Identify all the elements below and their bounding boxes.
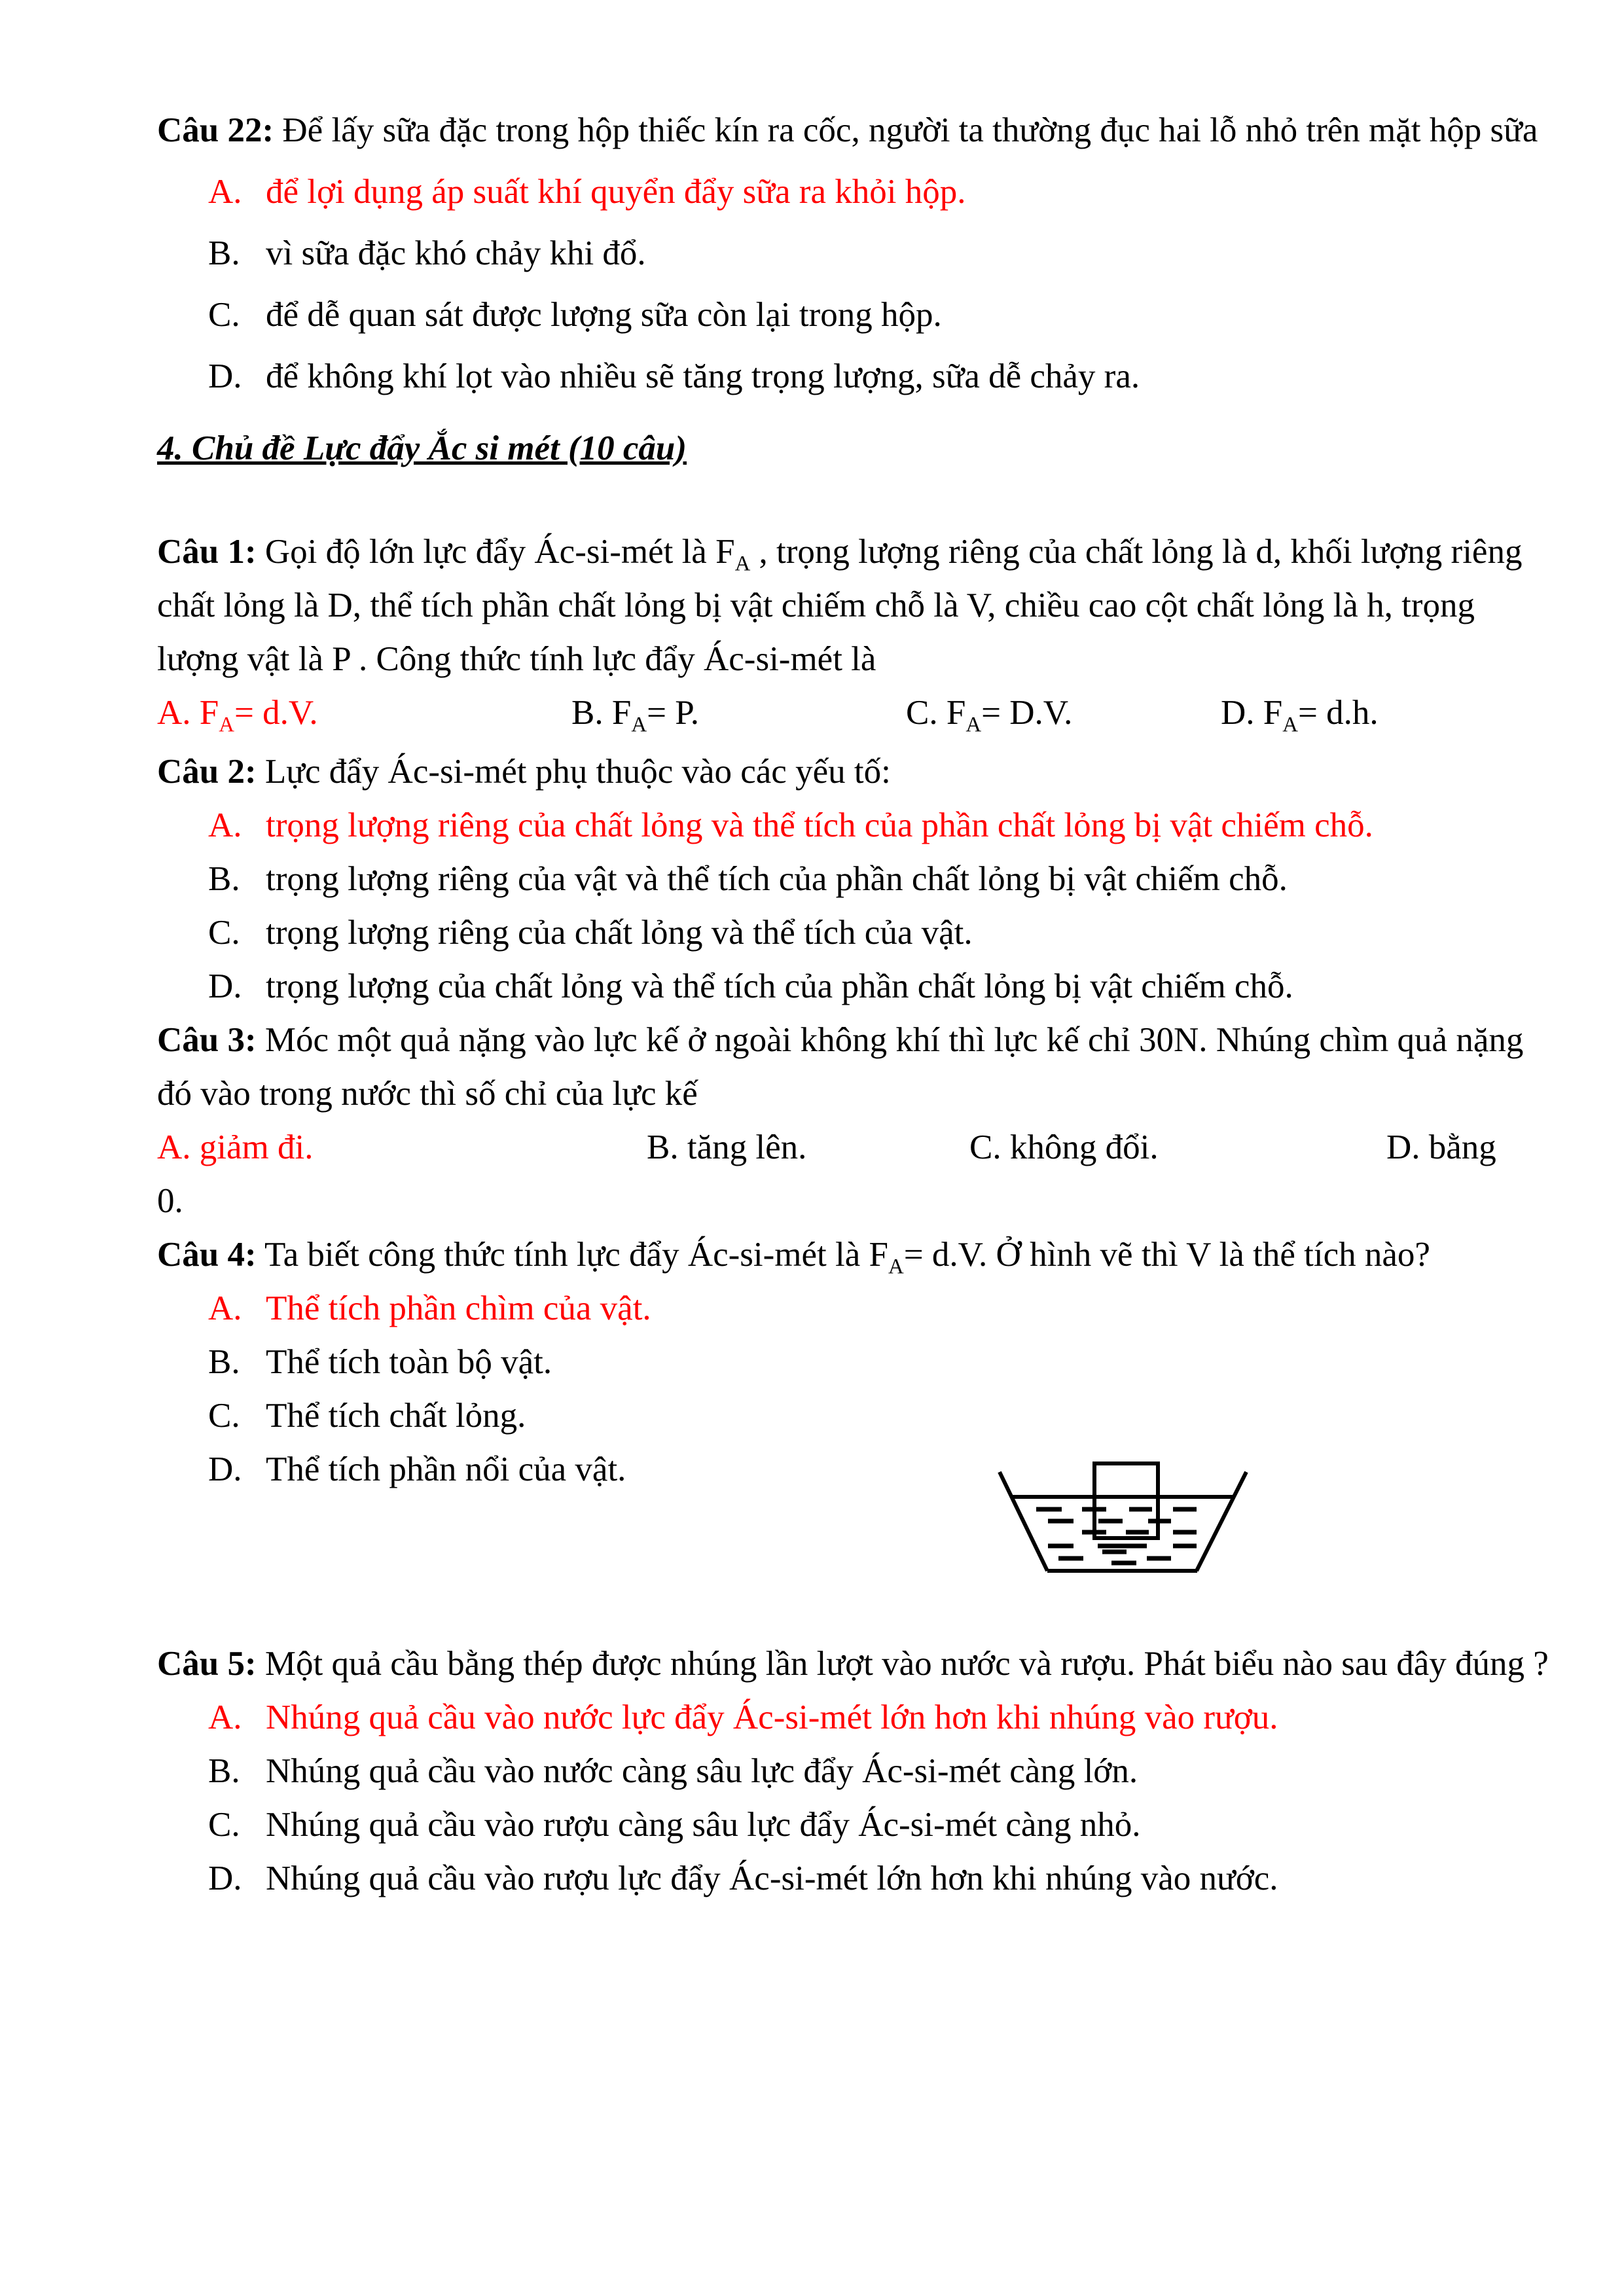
q3-option-b: B. tăng lên. [647,1128,807,1166]
question-22 [157,99,1552,161]
q5-option-b-letter: B. [208,1752,240,1790]
q22-option-c-letter: C. [208,296,240,334]
question-1-label: Câu 1: [157,533,257,571]
q1-option-c-sub: A [965,713,982,737]
q1-option-d-pre: D. F [1221,694,1283,732]
q22-option-b-letter: B. [208,234,240,272]
question-1-options-row [157,686,1552,740]
q1-option-b-sub: A [631,713,647,737]
q1-option-d-post: = d.h. [1298,694,1379,732]
section-heading: 4. Chủ đề Lực đẩy Ắc si mét (10 câu) [157,429,687,467]
q2-option-c-text: trọng lượng riêng của chất lỏng và thể tích của vật. [266,914,973,952]
question-5-options [157,1691,1552,1905]
question-2 [157,745,1552,798]
question-5-label: Câu 5: [157,1645,257,1683]
question-1-text-post: , trọng lượng riêng của chất lỏng là d, khối lượng riêng chất lỏng là D, thể tích phần chất lỏng bị vật chiếm chỗ là V, chiều cao cột chất lỏng là h, trọng lượng vật là P . Công thức tính lực đẩy Ác-si-mét là [157,533,1523,678]
q4-option-d [208,1443,1552,1496]
q5-option-c-letter: C. [208,1806,240,1844]
q2-option-d [208,960,1552,1013]
q1-option-b [571,686,699,740]
question-4-text-post: = d.V. Ở hình vẽ thì V là thể tích nào? [903,1236,1430,1274]
q5-option-b-text: Nhúng quả cầu vào nước càng sâu lực đẩy Ác-si-mét càng lớn. [266,1752,1138,1790]
q2-option-d-letter: D. [208,967,242,1005]
q1-option-b-post: = P. [647,694,700,732]
q22-option-a-text: để lợi dụng áp suất khí quyển đẩy sữa ra khỏi hộp. [266,173,966,211]
question-22-options [157,161,1552,407]
q3-option-c: C. không đổi. [969,1128,1159,1166]
question-5-text: Một quả cầu bằng thép được nhúng lần lượt vào nước và rượu. Phát biểu nào sau đây đúng ? [264,1645,1549,1683]
q2-option-a [208,798,1552,852]
q1-option-d [1221,686,1379,740]
question-4-label: Câu 4: [157,1236,257,1274]
q2-option-b-text: trọng lượng riêng của vật và thể tích của phần chất lỏng bị vật chiếm chỗ. [266,860,1288,898]
q22-option-d [208,346,1552,407]
question-4-options [157,1282,1552,1496]
q2-option-b [208,852,1552,906]
q1-option-c-pre: C. F [906,694,966,732]
q1-option-a-post: = d.V. [234,694,318,732]
q2-option-c-letter: C. [208,914,240,952]
question-1 [157,525,1552,686]
question-2-label: Câu 2: [157,753,257,791]
q1-option-c [906,686,1072,740]
q5-option-d-text: Nhúng quả cầu vào rượu lực đẩy Ác-si-mét lớn hơn khi nhúng vào nước. [266,1859,1278,1897]
q1-option-a-sub: A [219,713,234,737]
q1-option-a-pre: A. F [157,694,219,732]
q5-option-d-letter: D. [208,1859,242,1897]
q2-option-a-text: trọng lượng riêng của chất lỏng và thể tích của phần chất lỏng bị vật chiếm chỗ. [266,806,1373,844]
question-5 [157,1637,1552,1691]
q5-option-c [208,1798,1552,1852]
question-22-text: Để lấy sữa đặc trong hộp thiếc kín ra cốc, người ta thường đục hai lỗ nhỏ trên mặt hộp sữa [282,111,1538,149]
question-1-text-pre: Gọi độ lớn lực đẩy Ác-si-mét là F [264,533,735,571]
q2-option-c [208,906,1552,960]
q4-option-c-letter: C. [208,1397,240,1435]
question-2-text: Lực đẩy Ác-si-mét phụ thuộc vào các yếu tố: [264,753,891,791]
question-3-text: Móc một quả nặng vào lực kế ở ngoài không khí thì lực kế chỉ 30N. Nhúng chìm quả nặng đó vào trong nước thì số chỉ của lực kế [157,1021,1524,1113]
q22-option-b [208,223,1552,284]
question-3-options-row [157,1121,1552,1174]
vessel-right-wall [1197,1472,1246,1571]
q5-option-c-text: Nhúng quả cầu vào rượu càng sâu lực đẩy Ác-si-mét càng nhỏ. [266,1806,1141,1844]
q1-option-a [157,686,318,740]
question-22-label: Câu 22: [157,111,274,149]
q22-option-d-letter: D. [208,357,242,395]
q1-option-b-pre: B. F [571,694,632,732]
question-1-text-sub: A [734,552,751,576]
question-3 [157,1013,1552,1121]
q5-option-d [208,1852,1552,1905]
q4-option-a-text: Thể tích phần chìm của vật. [266,1289,651,1327]
q3-option-d-overflow: 0. [157,1182,183,1220]
q22-option-d-text: để không khí lọt vào nhiều sẽ tăng trọng lượng, sữa dễ chảy ra. [266,357,1140,395]
q5-option-a-letter: A. [208,1698,242,1736]
q22-option-a [208,161,1552,223]
floating-block [1094,1463,1158,1538]
q22-option-c-text: để dễ quan sát được lượng sữa còn lại trong hộp. [266,296,942,334]
q22-option-c [208,284,1552,346]
question-4 [157,1228,1552,1282]
q4-option-a-letter: A. [208,1289,242,1327]
q4-option-c-text: Thể tích chất lỏng. [266,1397,526,1435]
q2-option-b-letter: B. [208,860,240,898]
question-3-label: Câu 3: [157,1021,257,1059]
q2-option-a-letter: A. [208,806,242,844]
q5-option-a [208,1691,1552,1744]
q4-option-a [208,1282,1552,1335]
question-4-text-pre: Ta biết công thức tính lực đẩy Ác-si-mét là F [264,1236,888,1274]
question-2-options [157,798,1552,1013]
q3-option-a: A. giảm đi. [157,1128,314,1166]
q1-option-d-sub: A [1282,713,1298,737]
q22-option-b-text: vì sữa đặc khó chảy khi đổ. [266,234,646,272]
q5-option-a-text: Nhúng quả cầu vào nước lực đẩy Ác-si-mét lớn hơn khi nhúng vào rượu. [266,1698,1278,1736]
q4-option-d-letter: D. [208,1450,242,1488]
q2-option-d-text: trọng lượng của chất lỏng và thể tích của phần chất lỏng bị vật chiếm chỗ. [266,967,1293,1005]
vessel-left-wall [1000,1472,1047,1571]
q4-option-b-letter: B. [208,1343,240,1381]
q3-option-d: D. bằng [1386,1128,1496,1166]
q5-option-b [208,1744,1552,1798]
q22-option-a-letter: A. [208,173,242,211]
q4-option-d-text: Thể tích phần nổi của vật. [266,1450,626,1488]
q4-option-c [208,1389,1552,1443]
vessel-figure [995,1420,1309,1592]
q1-option-c-post: = D.V. [981,694,1073,732]
q4-option-b [208,1335,1552,1389]
q4-option-b-text: Thể tích toàn bộ vật. [266,1343,552,1381]
question-4-text-sub: A [888,1255,904,1279]
